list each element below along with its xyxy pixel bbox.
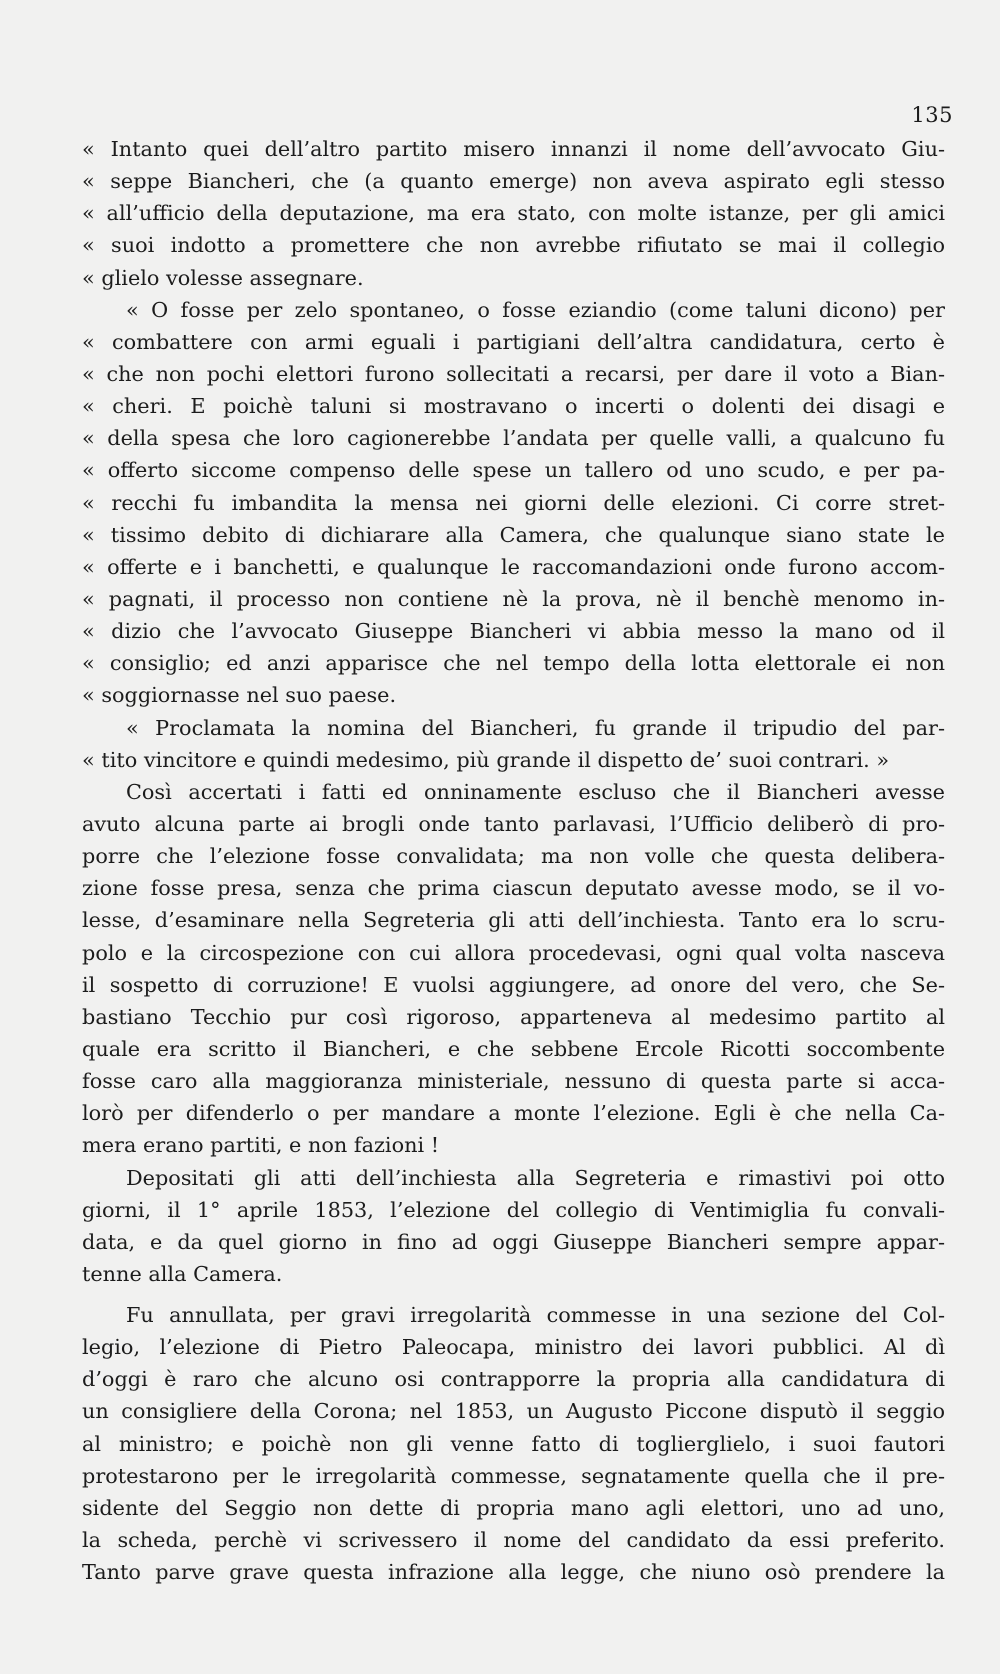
text-line: protestarono per le irregolarità commesse, segnatamente quella che il pre- [82, 1463, 945, 1488]
text-line: Tanto parve grave questa infrazione alla legge, che niuno osò prendere la [82, 1560, 945, 1585]
text-line: « offerte e i banchetti, e qualunque le raccomandazioni onde furono accom- [82, 554, 945, 579]
text-line: « consiglio; ed anzi apparisce che nel tempo della lotta elettorale ei non [82, 651, 945, 676]
text-line: un consigliere della Corona; nel 1853, un Augusto Piccone disputò il seggio [82, 1399, 945, 1424]
text-line: « seppe Biancheri, che (a quanto emerge) non aveva aspirato egli stesso [82, 169, 945, 194]
paragraph-first-line: « Proclamata la nomina del Biancheri, fu grande il tripudio del par- [126, 715, 945, 740]
text-line: polo e la circospezione con cui allora procedevasi, ogni qual volta nasceva [82, 940, 945, 965]
text-line: al ministro; e poichè non gli venne fatto di toglierglielo, i suoi fautori [82, 1431, 945, 1456]
text-line: « che non pochi elettori furono sollecitati a recarsi, per dare il voto a Bian- [82, 361, 945, 386]
paragraph-first-line: Così accertati i fatti ed onninamente escluso che il Biancheri avesse [126, 779, 945, 804]
text-line: « soggiornasse nel suo paese. [82, 683, 397, 708]
text-line: bastiano Tecchio pur così rigoroso, apparteneva al medesimo partito al [82, 1004, 945, 1029]
text-line: « all’ufficio della deputazione, ma era stato, con molte istanze, per gli amici [82, 201, 945, 226]
text-line: « recchi fu imbandita la mensa nei giorni delle elezioni. Ci corre stret- [82, 490, 945, 515]
text-line: « suoi indotto a promettere che non avrebbe rifiutato se mai il collegio [82, 233, 945, 258]
text-line: « cheri. E poichè taluni si mostravano o incerti o dolenti dei disagi e [82, 394, 945, 419]
text-line: mera erano partiti, e non fazioni ! [82, 1133, 440, 1158]
text-line: lesse, d’esaminare nella Segreteria gli atti dell’inchiesta. Tanto era lo scru- [82, 908, 945, 933]
text-line: « tito vincitore e quindi medesimo, più grande il dispetto de’ suoi contrari. » [82, 747, 890, 772]
text-line: avuto alcuna parte ai brogli onde tanto parlavasi, l’Ufficio deliberò di pro- [82, 811, 945, 836]
text-line: legio, l’elezione di Pietro Paleocapa, ministro dei lavori pubblici. Al dì [82, 1335, 945, 1360]
text-line: « dizio che l’avvocato Giuseppe Biancheri vi abbia messo la mano od il [82, 619, 945, 644]
page-number: 135 [911, 103, 953, 127]
text-line: « della spesa che loro cagionerebbe l’andata per quelle valli, a qualcuno fu [82, 426, 945, 451]
text-line: zione fosse presa, senza che prima ciascun deputato avesse modo, se il vo- [82, 876, 945, 901]
text-line: « offerto siccome compenso delle spese un tallero od uno scudo, e per pa- [82, 458, 945, 483]
paragraph-first-line: Fu annullata, per gravi irregolarità commesse in una sezione del Col- [126, 1303, 945, 1328]
text-line: la scheda, perchè vi scrivessero il nome del candidato da essi preferito. [82, 1528, 945, 1553]
text-line: tenne alla Camera. [82, 1261, 283, 1286]
text-line: quale era scritto il Biancheri, e che sebbene Ercole Ricotti soccombente [82, 1036, 945, 1061]
text-line: sidente del Seggio non dette di propria mano agli elettori, uno ad uno, [82, 1495, 945, 1520]
text-line: il sospetto di corruzione! E vuolsi aggiungere, ad onore del vero, che Se- [82, 972, 945, 997]
text-line: porre che l’elezione fosse convalidata; ma non volle che questa delibera- [82, 844, 945, 869]
text-line: lorò per difenderlo o per mandare a monte l’elezione. Egli è che nella Ca- [82, 1101, 945, 1126]
text-line: « glielo volesse assegnare. [82, 265, 364, 290]
text-line: « tissimo debito di dichiarare alla Camera, che qualunque siano state le [82, 522, 945, 547]
text-line: d’oggi è raro che alcuno osi contrapporre la propria alla candidatura di [82, 1367, 945, 1392]
text-line: fosse caro alla maggioranza ministeriale, nessuno di questa parte si acca- [82, 1069, 945, 1094]
text-line: « pagnati, il processo non contiene nè la prova, nè il benchè menomo in- [82, 586, 945, 611]
paragraph-first-line: « O fosse per zelo spontaneo, o fosse eziandio (come taluni dicono) per [126, 297, 945, 322]
text-line: « combattere con armi eguali i partigiani dell’altra candidatura, certo è [82, 329, 945, 354]
text-line: « Intanto quei dell’altro partito misero innanzi il nome dell’avvocato Giu- [82, 137, 945, 161]
paragraph-first-line: Depositati gli atti dell’inchiesta alla Segreteria e rimastivi poi otto [126, 1165, 945, 1190]
text-body [82, 133, 945, 1588]
text-line: data, e da quel giorno in fino ad oggi Giuseppe Biancheri sempre appar- [82, 1229, 945, 1254]
text-line: giorni, il 1° aprile 1853, l’elezione del collegio di Ventimiglia fu convali- [82, 1197, 945, 1222]
